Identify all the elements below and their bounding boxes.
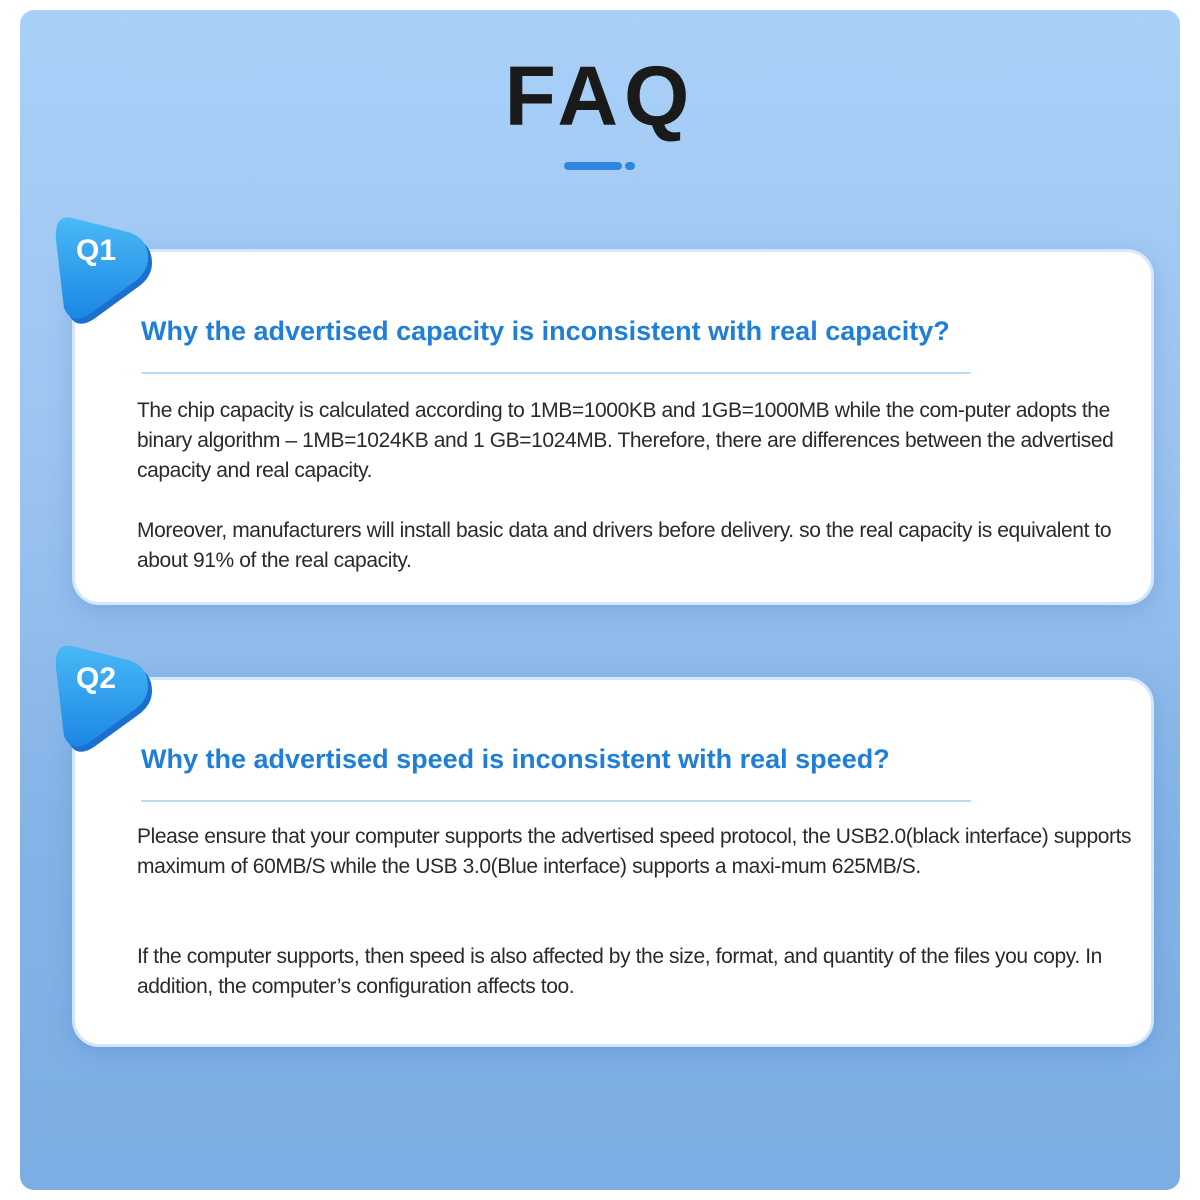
badge-shape-icon [50, 638, 170, 758]
faq-question: Why the advertised speed is inconsistent with real speed? [141, 744, 890, 774]
badge-label: Q2 [75, 662, 117, 695]
faq-question: Why the advertised capacity is inconsistent with real capacity? [141, 316, 950, 346]
faq-answer-paragraph: The chip capacity is calculated according to 1MB=1000KB and 1GB=1000MB while the com-puter adopts the binary algorithm – 1MB=1024KB and 1 GB=1024MB. Therefore, there are differences between the advertised capacity and real capacity. [137, 399, 1114, 482]
question-divider [141, 800, 971, 802]
faq-card-q2 [75, 680, 1151, 1044]
title-underline-dot [625, 162, 635, 170]
faq-panel [20, 10, 1180, 1190]
title-underline [564, 162, 622, 170]
faq-card-q1 [75, 252, 1151, 602]
badge-label: Q1 [75, 234, 117, 267]
badge-shape-icon [50, 210, 170, 330]
question-divider [141, 372, 971, 374]
q1-badge [50, 210, 170, 330]
faq-answer-paragraph: If the computer supports, then speed is also affected by the size, format, and quantity of the files you copy. In addition, the computer’s configuration affects too. [137, 945, 1102, 998]
faq-answer-paragraph: Moreover, manufacturers will install basic data and drivers before delivery. so the real capacity is equivalent to about 91% of the real capacity. [137, 519, 1112, 572]
q2-badge [50, 638, 170, 758]
faq-answer-paragraph: Please ensure that your computer supports the advertised speed protocol, the USB2.0(black interface) supports maximum of 60MB/S while the USB 3.0(Blue interface) supports a maxi-mum 625MB/S. [137, 825, 1132, 878]
page-title: FAQ [504, 49, 696, 143]
